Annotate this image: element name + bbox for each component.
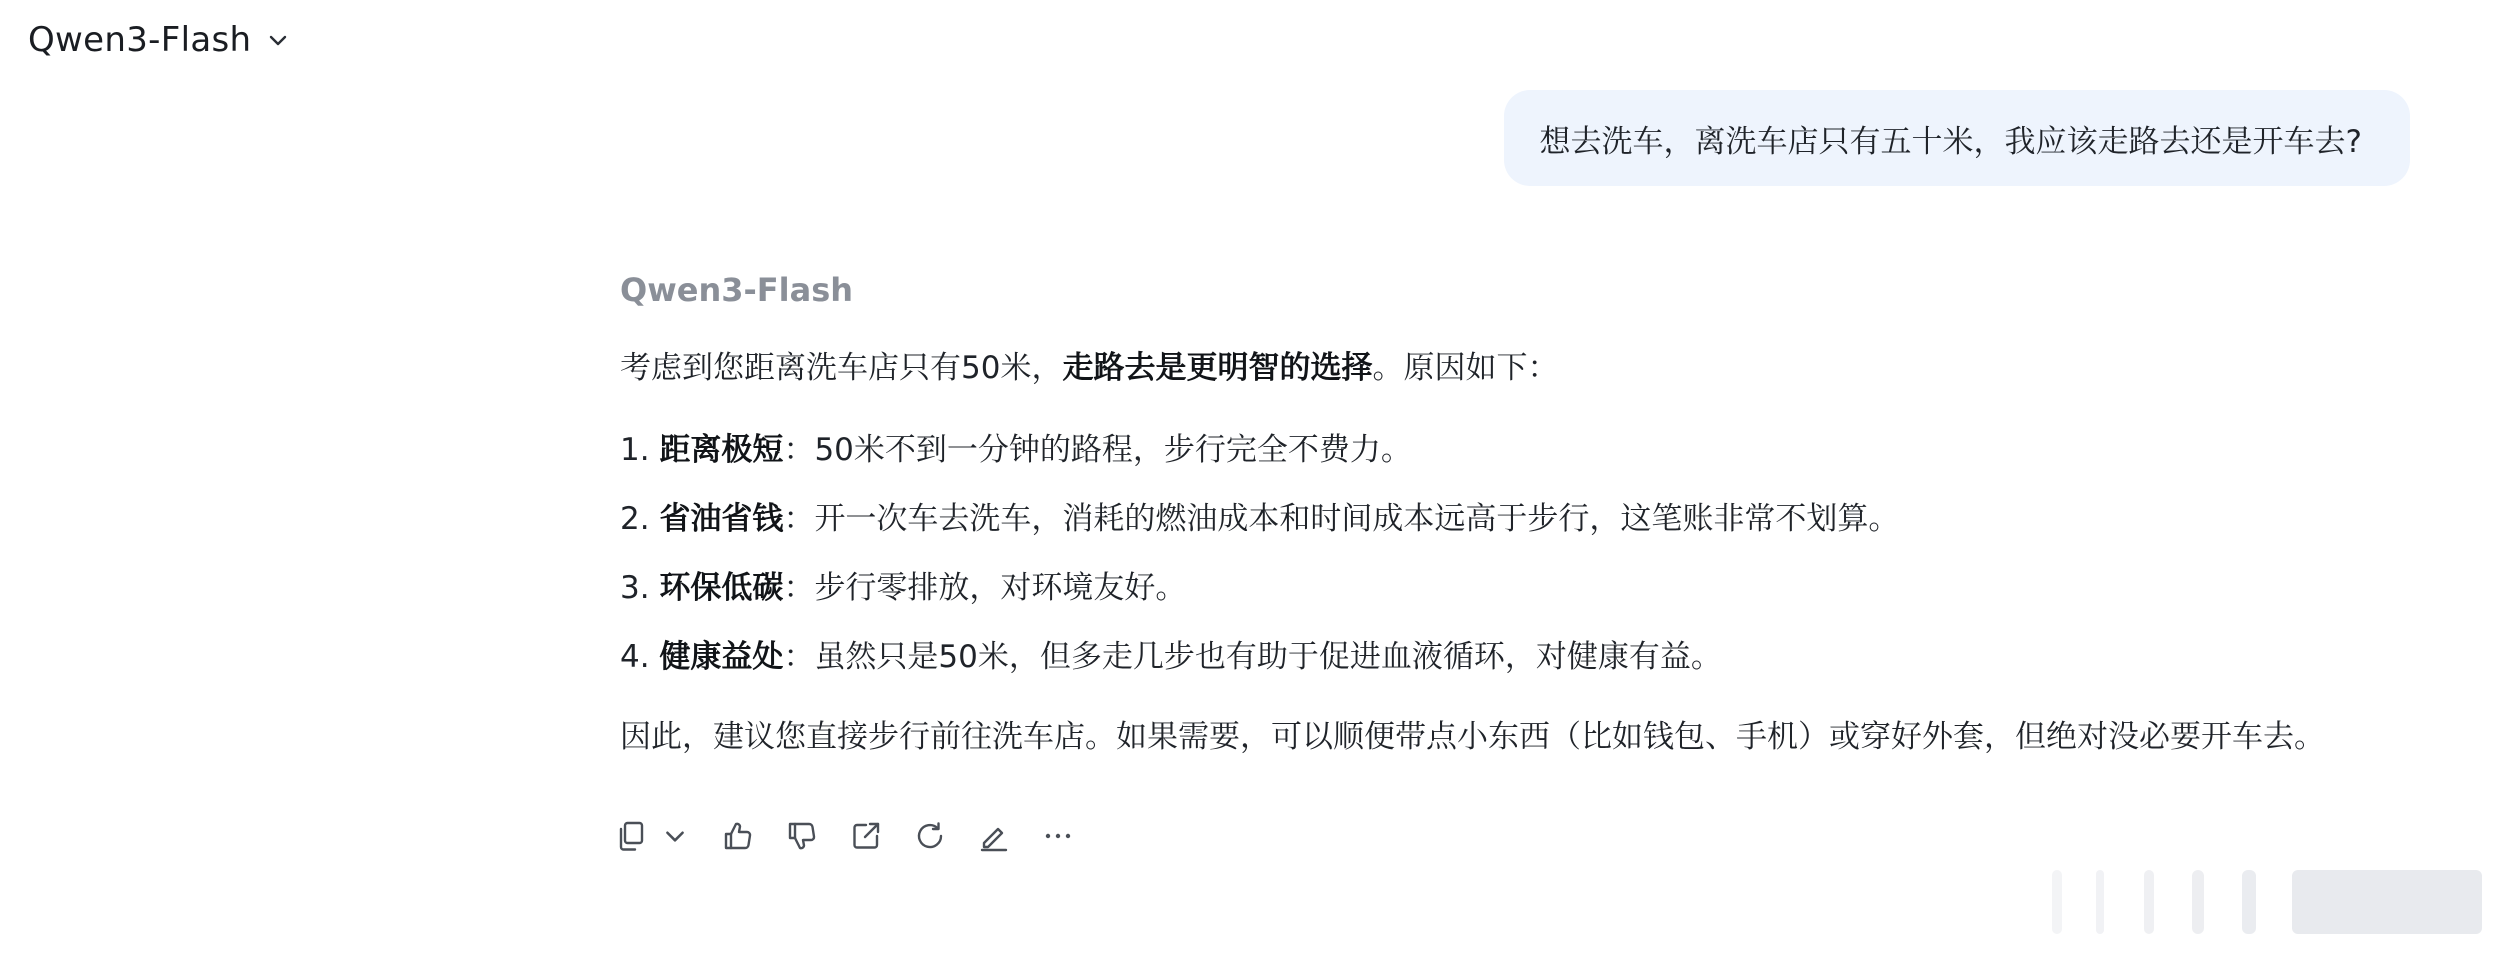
reason-title: 距离极短 <box>659 432 784 468</box>
message-action-toolbar <box>616 818 1102 858</box>
assistant-sender-name: Qwen3-Flash <box>620 271 854 309</box>
reason-number: 3. <box>620 570 660 606</box>
regenerate-button[interactable] <box>910 818 950 858</box>
reason-list <box>620 428 2460 679</box>
reason-separator: ： <box>783 639 815 675</box>
reason-item-3 <box>620 566 2460 610</box>
scroll-indicator <box>2052 870 2492 940</box>
dislike-button[interactable] <box>782 818 822 858</box>
reason-title: 健康益处 <box>659 639 784 675</box>
thumbs-up-icon <box>722 820 754 856</box>
edit-button[interactable] <box>974 818 1014 858</box>
model-selector[interactable] <box>28 18 291 62</box>
share-icon <box>850 820 882 856</box>
assistant-message <box>620 268 2460 759</box>
more-icon <box>1042 820 1074 856</box>
like-button[interactable] <box>718 818 758 858</box>
reason-separator: ： <box>783 432 815 468</box>
regenerate-icon <box>914 820 946 856</box>
assistant-intro <box>620 346 2460 390</box>
more-options-button[interactable] <box>1038 818 1078 858</box>
intro-prefix: 考虑到您距离洗车店只有50米， <box>620 350 1063 386</box>
assistant-conclusion: 因此，建议您直接步行前往洗车店。如果需要，可以顺便带点小东西（比如钱包、手机）或穿好外套，但绝对没必要开车去。 <box>620 719 2325 755</box>
reason-text: 步行零排放，对环境友好。 <box>814 570 1187 606</box>
chevron-down-icon <box>265 27 291 53</box>
reason-text: 50米不到一分钟的路程，步行完全不费力。 <box>814 432 1412 468</box>
intro-suffix: 。原因如下： <box>1372 350 1559 386</box>
reason-number: 4. <box>620 639 660 675</box>
reason-number: 1. <box>620 432 660 468</box>
user-message-text: 想去洗车，离洗车店只有五十米，我应该走路去还是开车去? <box>1539 123 2362 160</box>
reason-text: 开一次车去洗车，消耗的燃油成本和时间成本远高于步行，这笔账非常不划算。 <box>814 501 1900 537</box>
reason-separator: ： <box>783 570 815 606</box>
edit-icon <box>978 820 1010 856</box>
reason-item-4 <box>620 635 2460 679</box>
reason-item-1 <box>620 428 2460 472</box>
model-name: Qwen3-Flash <box>28 20 252 60</box>
reason-title: 省油省钱 <box>659 501 784 537</box>
chevron-down-icon[interactable] <box>662 823 688 853</box>
reason-number: 2. <box>620 501 660 537</box>
reason-title: 环保低碳 <box>659 570 784 606</box>
intro-bold: 走路去是更明智的选择 <box>1062 350 1373 386</box>
user-message-bubble <box>1504 90 2410 186</box>
share-button[interactable] <box>846 818 886 858</box>
copy-icon <box>616 820 646 856</box>
reason-separator: ： <box>783 501 815 537</box>
reason-text: 虽然只是50米，但多走几步也有助于促进血液循环，对健康有益。 <box>814 639 1722 675</box>
thumbs-down-icon <box>786 820 818 856</box>
copy-button[interactable] <box>616 818 688 858</box>
reason-item-2 <box>620 497 2460 541</box>
